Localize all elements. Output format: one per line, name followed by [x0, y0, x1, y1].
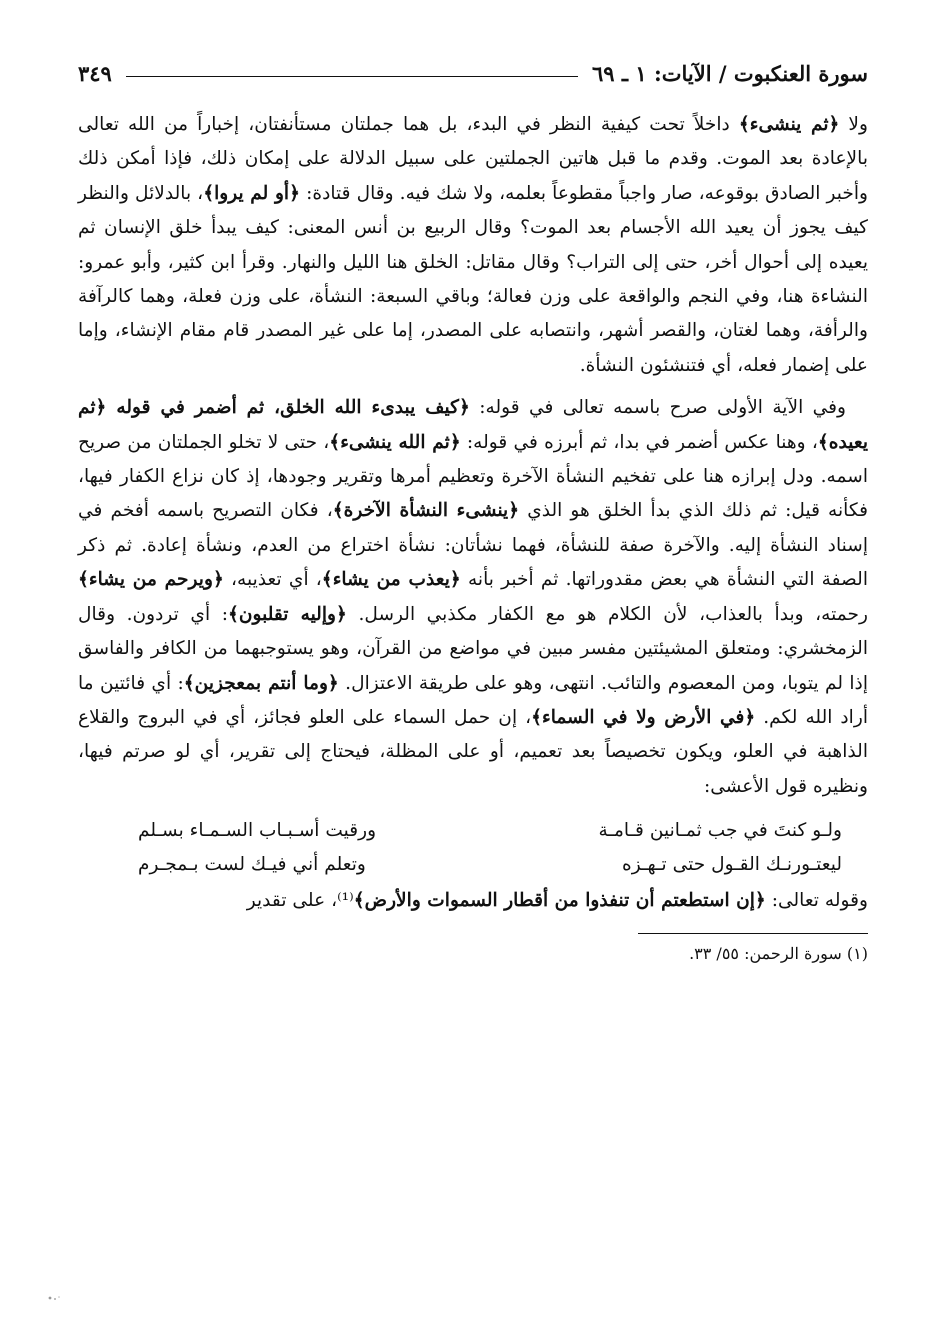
scan-smudge: [44, 1292, 64, 1304]
text-run: ، وهنا عكس أضمر في بدا، ثم أبرزه في قوله:: [460, 431, 818, 453]
text-run: رحمته، وبدأ بالعذاب، لأن الكلام هو مع الكفار مكذبي الرسل.: [346, 603, 868, 625]
text-run: وقوله تعالى:: [765, 890, 868, 912]
header-rule: [126, 76, 578, 77]
quran-quote: ﴿أو لم يروا﴾: [203, 182, 300, 204]
verse-first-hemistich: ليعتـورنـك القـول حتى تـهـزه: [622, 854, 842, 876]
quran-quote: ﴿يعذب من يشاء﴾: [321, 569, 461, 591]
verse-line: [78, 814, 868, 848]
paragraph-list: [78, 108, 868, 804]
poetry-verses: [78, 814, 868, 882]
text-run: ولا: [839, 114, 868, 135]
book-page: [78, 52, 868, 1292]
footnote-divider: [638, 933, 868, 934]
text-run: ، حتى لا تخلو الجملتان من صريح اسمه. ودل إبرازه هنا على تفخيم النشأة الآخرة وتعظيم أمرها وتقرير وجودها، إذ كان نزاع الكفار فيها، فكأنه قيل: ثم ذلك الذي بدأ الخلق هو الذي: [78, 431, 868, 522]
paragraph: [78, 391, 868, 804]
body-text: [78, 108, 868, 919]
text-run: ، إن حمل السماء على العلو فجائز، أي في البروج والقلاع الذاهبة في العلو، ويكون تخصيصاً بعد تعميم، أو على المظلة، فيحتاج إلى تقرير، أي لو صرتم فيها، ونظيره قول الأعشى:: [78, 706, 868, 797]
quran-quote: ﴿وإليه تقلبون﴾: [227, 603, 347, 625]
closing-paragraph: [78, 884, 868, 918]
verse-line: [78, 848, 868, 882]
text-run: داخلاً تحت كيفية النظر في البدء، بل هما جملتان مستأنفتان، إخباراً من الله تعالى بالإعادة بعد الموت. وقدم ما قبل هاتين الجملتين على سبيل الدلالة على إمكان ذلك، فإذا أمكن ذلك وأخبر الصادق بوقوعه، صار واجباً مقطوعاً بعلمه، ولا شك فيه. وقال قتادة:: [78, 114, 868, 204]
quran-quote: ﴿ثم ينشىء﴾: [738, 114, 840, 135]
quran-quote: ﴿ينشىء النشأة الآخرة﴾: [332, 500, 520, 522]
verse-first-hemistich: ولـو كنتَ في جب ثمـانين قـامـة: [598, 820, 842, 842]
quran-quote: ﴿إن استطعتم أن تنفذوا من أقطار السموات والأرض﴾: [353, 890, 766, 912]
text-run: ، فكان التصريح باسمه أفخم في إسناد النشأة إليه. والآخرة صفة للنشأة، فهما نشأتان: نشأة اختراع من العدم، ونشأة إعادة. ثم ذكر الصفة التي النشأة هي بعض مقدوراتها. ثم أخبر بأنه: [78, 500, 868, 591]
text-run: : أي تردون. وقال الزمخشري: ومتعلق المشيئتين مفسر مبين في مواضع من القرآن، وهو يستوجبهما من الكافر والفاسق إذا لم يتوبا، ومن المعصوم والتائب. انتهى، وهو على طريقة الاعتزال.: [78, 603, 868, 694]
page-number: ٣٤٩: [78, 60, 112, 86]
quran-quote: ﴿في الأرض ولا في السماء﴾: [531, 706, 756, 728]
verse-second-hemistich: وتعلم أني فيـك لست بـمجـرم: [138, 854, 366, 876]
quran-quote: ﴿وما أنتم بمعجزين﴾: [183, 672, 339, 694]
footnote: (١) سورة الرحمن: ٥٥/ ٣٣.: [689, 943, 868, 963]
text-run: ⁽¹⁾، على تقدير: [246, 890, 354, 912]
quran-quote: ﴿ويرحم من يشاء﴾: [78, 569, 224, 591]
text-run: ، بالدلائل والنظر كيف يجوز أن يعيد الله الأجسام بعد الموت؟ وقال الربيع بن أنس المعنى: كيف يبدأ خلق الإنسان ثم يعيده إلى أحوال أخر، حتى إلى التراب؟ وقال مقاتل: الخلق هنا الليل والنهار. وقرأ ابن كثير، وأبو عمرو: النشاءة هنا، وفي النجم والواقعة على وزن فعالة؛ وباقي السبعة: النشأة، على وزن فعلة، وهما كالرآفة والرأفة، وهما لغتان، والقصر أشهر، وانتصابه على المصدر، إما على غير المصدر قام مقام الإنشاء، وإما على إضمار فعله، أي فتنشئون النشأة.: [78, 182, 868, 376]
quran-quote: ﴿ثم الله ينشىء﴾: [329, 431, 461, 453]
text-run: ، أي تعذيبه،: [223, 569, 322, 591]
header-title: سورة العنكبوت / الآيات: ١ ـ ٦٩: [592, 60, 868, 86]
paragraph: [78, 108, 868, 383]
quran-quote: ﴿كيف يبدىء الله الخلق، ثم أضمر في قوله ﴿ثم يعيده﴾: [78, 397, 868, 453]
running-header: [78, 52, 868, 94]
verse-second-hemistich: ورقيت أسـبـاب السـمـاء بسـلم: [138, 820, 377, 842]
text-run: : أي فائتين ما أراد الله لكم.: [78, 672, 868, 728]
text-run: وفي الآية الأولى صرح باسمه تعالى في قوله:: [469, 397, 846, 419]
